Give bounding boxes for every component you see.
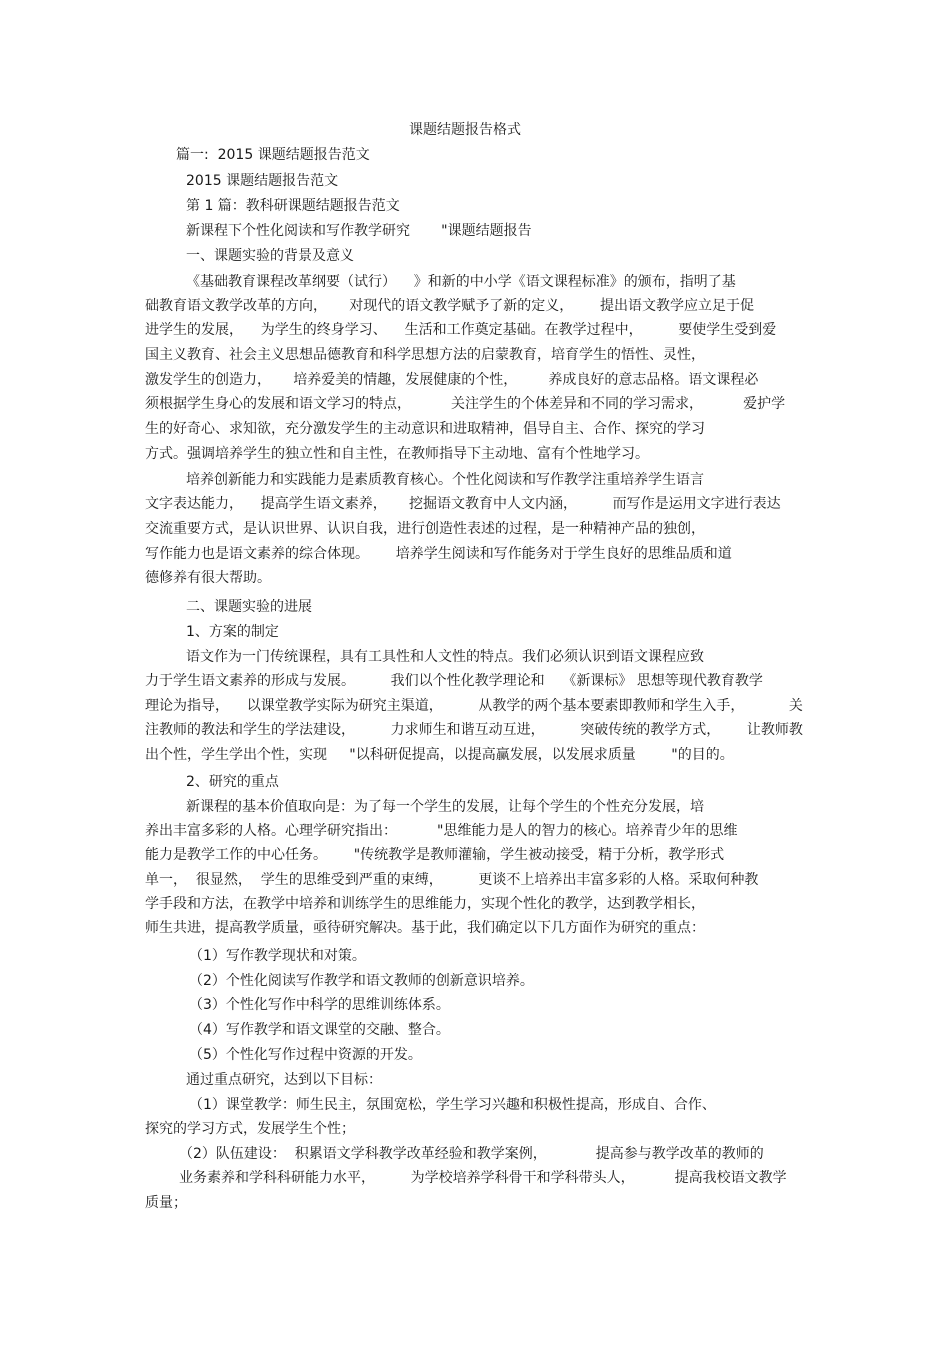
text-line: 出个性，学生学出个性，实现 "以科研促提高，以提高赢发展，以发展求质量 "的目的。 xyxy=(145,747,734,763)
text-line: 新课程的基本价值取向是：为了每一个学生的发展，让每个学生的个性充分发展，培 xyxy=(186,799,704,815)
text-line: 写作能力也是语文素养的综合体现。 培养学生阅读和写作能务对于学生良好的思维品质和道 xyxy=(145,546,732,562)
list-item: （2）个性化阅读写作教学和语文教师的创新意识培养。 xyxy=(189,973,534,989)
section-heading: 一、课题实验的背景及意义 xyxy=(186,248,354,264)
list-item: （1）课堂教学：师生民主，氛围宽松，学生学习兴趣和积极性提高，形成自、合作、 xyxy=(189,1097,716,1113)
text-line: 业务素养和学科科研能力水平， 为学校培养学科骨干和学科带头人， 提高我校语文教学 xyxy=(179,1170,787,1186)
text-line: 师生共进，提高教学质量，亟待研究解决。基于此，我们确定以下几方面作为研究的重点： xyxy=(145,920,705,936)
text-line: 能力是教学工作的中心任务。 "传统教学是教师灌输，学生被动接受，精于分析，教学形式 xyxy=(145,847,725,863)
section-heading: 二、课题实验的进展 xyxy=(186,599,312,615)
text-line: 篇一: 2015 课题结题报告范文 xyxy=(176,147,370,163)
text-line: 第 1 篇：教科研课题结题报告范文 xyxy=(186,198,400,214)
text-line: 生的好奇心、求知欲，充分激发学生的主动意识和进取精神，倡导自主、合作、探究的学习 xyxy=(145,421,705,437)
text-line: 交流重要方式，是认识世界、认识自我，进行创造性表述的过程，是一种精神产品的独创， xyxy=(145,521,705,537)
list-item: （3）个性化写作中科学的思维训练体系。 xyxy=(189,997,450,1013)
text-line: 通过重点研究，达到以下目标： xyxy=(186,1072,382,1088)
text-line: 语文作为一门传统课程，具有工具性和人文性的特点。我们必须认识到语文课程应致 xyxy=(186,649,704,665)
text-line: 养出丰富多彩的人格。心理学研究指出： "思维能力是人的智力的核心。培养青少年的思维 xyxy=(145,823,738,839)
list-item: （2）队伍建设： 积累语文学科教学改革经验和教学案例， 提高参与教学改革的教师的 xyxy=(179,1146,764,1162)
text-line: 德修养有很大帮助。 xyxy=(145,570,271,586)
text-line: 学手段和方法，在教学中培养和训练学生的思维能力，实现个性化的教学，达到教学相长， xyxy=(145,896,705,912)
subsection-heading: 1、方案的制定 xyxy=(186,624,279,640)
text-line: 文字表达能力， 提高学生语文素养， 挖掘语文教育中人文内涵， 而写作是运用文字进行表达 xyxy=(145,496,781,512)
list-item: （1）写作教学现状和对策。 xyxy=(189,948,366,964)
list-item: （4）写作教学和语文课堂的交融、整合。 xyxy=(189,1022,450,1038)
text-line: 2015 课题结题报告范文 xyxy=(186,173,339,189)
text-line: 力于学生语文素养的形成与发展。 我们以个性化教学理论和 《新课标》 思想等现代教育教学 xyxy=(145,673,763,689)
text-line: 新课程下个性化阅读和写作教学研究 "课题结题报告 xyxy=(186,223,532,239)
text-line: 进学生的发展， 为学生的终身学习、 生活和工作奠定基础。在教学过程中， 要使学生受到爱 xyxy=(145,322,777,338)
text-line: 注教师的教法和学生的学法建设， 力求师生和谐互动互进， 突破传统的教学方式， 让教师教 xyxy=(145,722,803,738)
text-line: 激发学生的创造力， 培养爱美的情趣，发展健康的个性， 养成良好的意志品格。语文课程必 xyxy=(145,372,759,388)
text-line: 方式。强调培养学生的独立性和自主性，在教师指导下主动地、富有个性地学习。 xyxy=(145,446,649,462)
text-line: 培养创新能力和实践能力是素质教育核心。个性化阅读和写作教学注重培养学生语言 xyxy=(186,472,704,488)
text-line: 探究的学习方式，发展学生个性； xyxy=(145,1121,355,1137)
doc-title: 课题结题报告格式 xyxy=(409,122,521,138)
text-line: 《基础教育课程改革纲要（试行） 》和新的中小学《语文课程标准》的颁布，指明了基 xyxy=(186,274,736,290)
text-line: 国主义教育、社会主义思想品德教育和科学思想方法的启蒙教育，培育学生的悟性、灵性， xyxy=(145,347,705,363)
text-line: 单一， 很显然， 学生的思维受到严重的束缚， 更谈不上培养出丰富多彩的人格。采取何种教 xyxy=(145,872,759,888)
text-line: 础教育语文教学改革的方向， 对现代的语文教学赋予了新的定义， 提出语文教学应立足于促 xyxy=(145,298,754,314)
text-line: 须根据学生身心的发展和语文学习的特点， 关注学生的个体差异和不同的学习需求， 爱护学 xyxy=(145,396,786,412)
text-line: 质量； xyxy=(145,1195,187,1211)
list-item: （5）个性化写作过程中资源的开发。 xyxy=(189,1047,422,1063)
text-line: 理论为指导， 以课堂教学实际为研究主渠道， 从教学的两个基本要素即教师和学生入手， 关 xyxy=(145,698,803,714)
subsection-heading: 2、研究的重点 xyxy=(186,774,279,790)
